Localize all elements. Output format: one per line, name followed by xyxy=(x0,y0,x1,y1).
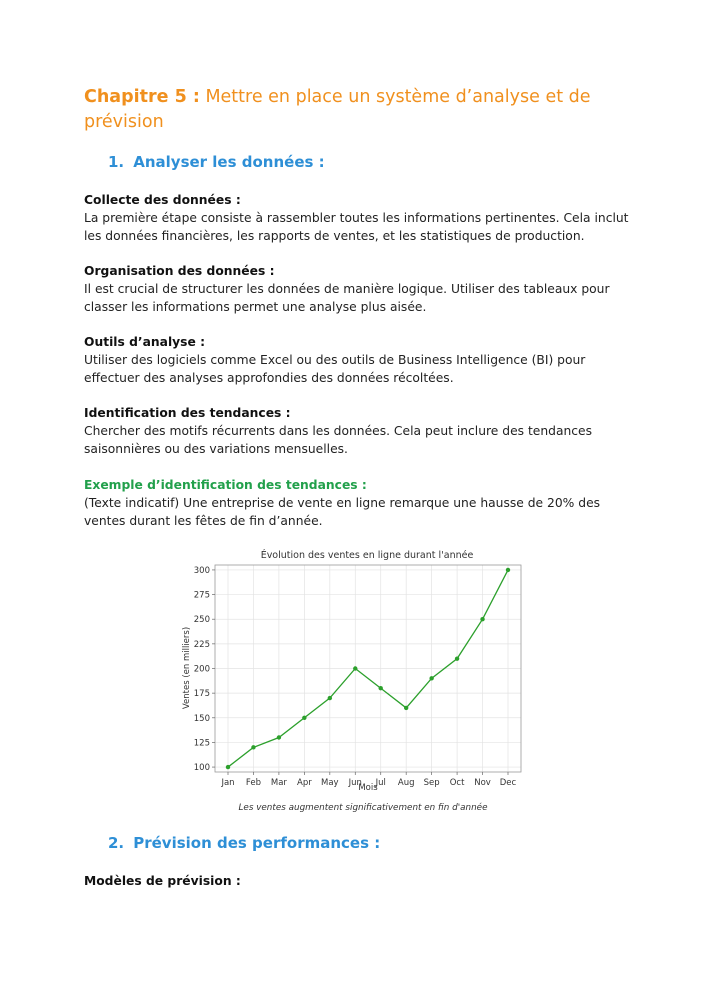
y-tick-label: 100 xyxy=(193,763,210,774)
x-tick-label: May xyxy=(321,778,339,788)
chapter-label: Chapitre 5 : xyxy=(84,87,200,107)
x-tick-label: Nov xyxy=(474,778,491,788)
x-tick-label: Dec xyxy=(499,778,517,788)
section-2-title: Prévision des performances : xyxy=(133,834,381,852)
x-tick-label: Jun xyxy=(348,778,362,788)
x-tick-label: Sep xyxy=(423,778,440,788)
sales-chart xyxy=(175,545,530,817)
section-1-number: 1. xyxy=(108,153,125,171)
section-2-heading xyxy=(108,834,380,852)
block-subtitle: Identification des tendances : xyxy=(84,406,291,420)
block-text: La première étape consiste à rassembler toutes les informations pertinentes. Cela inclut les données financières, les rapports de ventes, et les statistiques de production. xyxy=(84,211,629,243)
last-subtitle: Modèles de prévision : xyxy=(84,874,241,888)
y-tick-label: 150 xyxy=(193,713,210,724)
block-subtitle: Outils d’analyse : xyxy=(84,335,206,349)
section-1-heading xyxy=(108,153,325,171)
x-tick-label: Feb xyxy=(245,778,261,788)
data-point xyxy=(404,706,408,710)
chapter-title xyxy=(84,85,604,135)
y-tick-labels xyxy=(194,566,215,773)
chart-grid xyxy=(215,565,521,772)
block-outils xyxy=(84,333,629,387)
data-point xyxy=(455,656,459,660)
x-tick-label: Jan xyxy=(221,778,235,788)
block-organisation xyxy=(84,262,629,316)
x-tick-label: Mar xyxy=(270,778,287,788)
y-tick-label: 175 xyxy=(193,689,210,700)
data-point xyxy=(506,568,510,572)
y-tick-label: 300 xyxy=(193,565,210,576)
block-modeles xyxy=(84,872,629,890)
block-text: Il est crucial de structurer les données de manière logique. Utiliser des tableaux pour classer les informations permet une analyse plus aisée. xyxy=(84,282,610,314)
x-axis-label: Mois xyxy=(358,783,378,793)
block-subtitle: Collecte des données : xyxy=(84,193,241,207)
y-tick-label: 200 xyxy=(193,664,210,675)
data-point xyxy=(480,617,484,621)
block-exemple xyxy=(84,476,629,530)
y-tick-label: 275 xyxy=(193,590,210,601)
section-1-title: Analyser les données : xyxy=(133,153,325,171)
sales-chart-svg xyxy=(175,545,530,817)
x-tick-label: Jul xyxy=(375,778,386,788)
block-subtitle: Organisation des données : xyxy=(84,264,275,278)
block-text: (Texte indicatif) Une entreprise de vente en ligne remarque une hausse de 20% des ventes durant les fêtes de fin d’année. xyxy=(84,496,601,528)
y-axis-label: Ventes (en milliers) xyxy=(182,626,192,710)
data-point xyxy=(277,735,281,739)
x-tick-label: Oct xyxy=(449,778,465,788)
y-tick-label: 225 xyxy=(193,639,210,650)
data-point xyxy=(353,666,357,670)
data-point xyxy=(251,745,255,749)
chart-caption: Les ventes augmentent significativement en fin d'année xyxy=(238,803,488,813)
block-subtitle: Exemple d’identification des tendances : xyxy=(84,478,367,492)
x-tick-label: Apr xyxy=(297,778,312,788)
chapter-heading: Mettre en place un système d’analyse et de prévision xyxy=(84,87,591,132)
block-tendances xyxy=(84,404,629,458)
x-tick-label: Aug xyxy=(397,778,415,788)
chart-title: Évolution des ventes en ligne durant l'année xyxy=(260,550,474,561)
data-point xyxy=(429,676,433,680)
block-text: Chercher des motifs récurrents dans les données. Cela peut inclure des tendances saisonnières ou des variations mensuelles. xyxy=(84,424,593,456)
y-tick-label: 250 xyxy=(193,615,210,626)
section-2-number: 2. xyxy=(108,834,125,852)
y-tick-label: 125 xyxy=(193,738,210,749)
data-point xyxy=(302,716,306,720)
block-text: Utiliser des logiciels comme Excel ou des outils de Business Intelligence (BI) pour effectuer des analyses approfondies des données récoltées. xyxy=(84,353,586,385)
data-point xyxy=(328,696,332,700)
data-point xyxy=(379,686,383,690)
data-point xyxy=(226,765,230,769)
block-collecte xyxy=(84,191,629,245)
